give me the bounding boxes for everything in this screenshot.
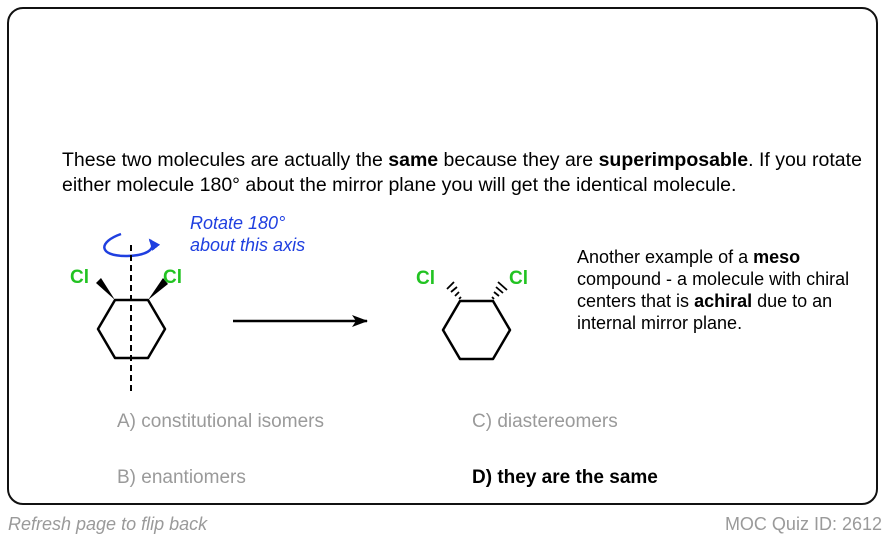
side-note-part: compound - a molecule with chiral centers that is (577, 269, 850, 311)
explanation-part: . If you rotate either molecule 180° about the mirror plane you will get the identical molecule. (62, 149, 862, 196)
answer-option-a[interactable]: A) constitutional isomers (117, 411, 324, 432)
hashed-bond-left (447, 282, 461, 299)
answer-option-d[interactable]: D) they are the same (472, 467, 658, 488)
chlorine-label: Cl (509, 268, 528, 289)
refresh-hint: Refresh page to flip back (8, 514, 208, 534)
explanation-part: because they are (438, 149, 599, 171)
side-note-part: Another example of a (577, 247, 754, 267)
rotate-note-line2: about this axis (190, 235, 306, 255)
answer-option-c[interactable]: C) diastereomers (472, 411, 618, 432)
quiz-id: MOC Quiz ID: 2612 (724, 514, 882, 534)
explanation-bold-same: same (388, 149, 439, 171)
side-note-bold-meso: meso (753, 247, 801, 267)
side-note-bold-achiral: achiral (694, 291, 753, 311)
cyclohexane-ring-right (443, 301, 510, 359)
hashed-bond-right (492, 282, 507, 299)
answer-option-b[interactable]: B) enantiomers (117, 467, 246, 488)
meso-side-note (577, 246, 877, 334)
chlorine-label: Cl (416, 268, 435, 289)
side-note-part: due to an internal mirror plane. (577, 291, 833, 333)
explanation-part: These two molecules are actually the (62, 149, 389, 171)
wedge-bond-left (96, 278, 115, 300)
rotation-arrow-icon (104, 234, 152, 256)
chlorine-label: Cl (70, 267, 89, 288)
chlorine-label: Cl (163, 267, 182, 288)
rotate-note-line1: Rotate 180° (190, 213, 286, 233)
explanation-bold-superimposable: superimposable (598, 149, 749, 171)
